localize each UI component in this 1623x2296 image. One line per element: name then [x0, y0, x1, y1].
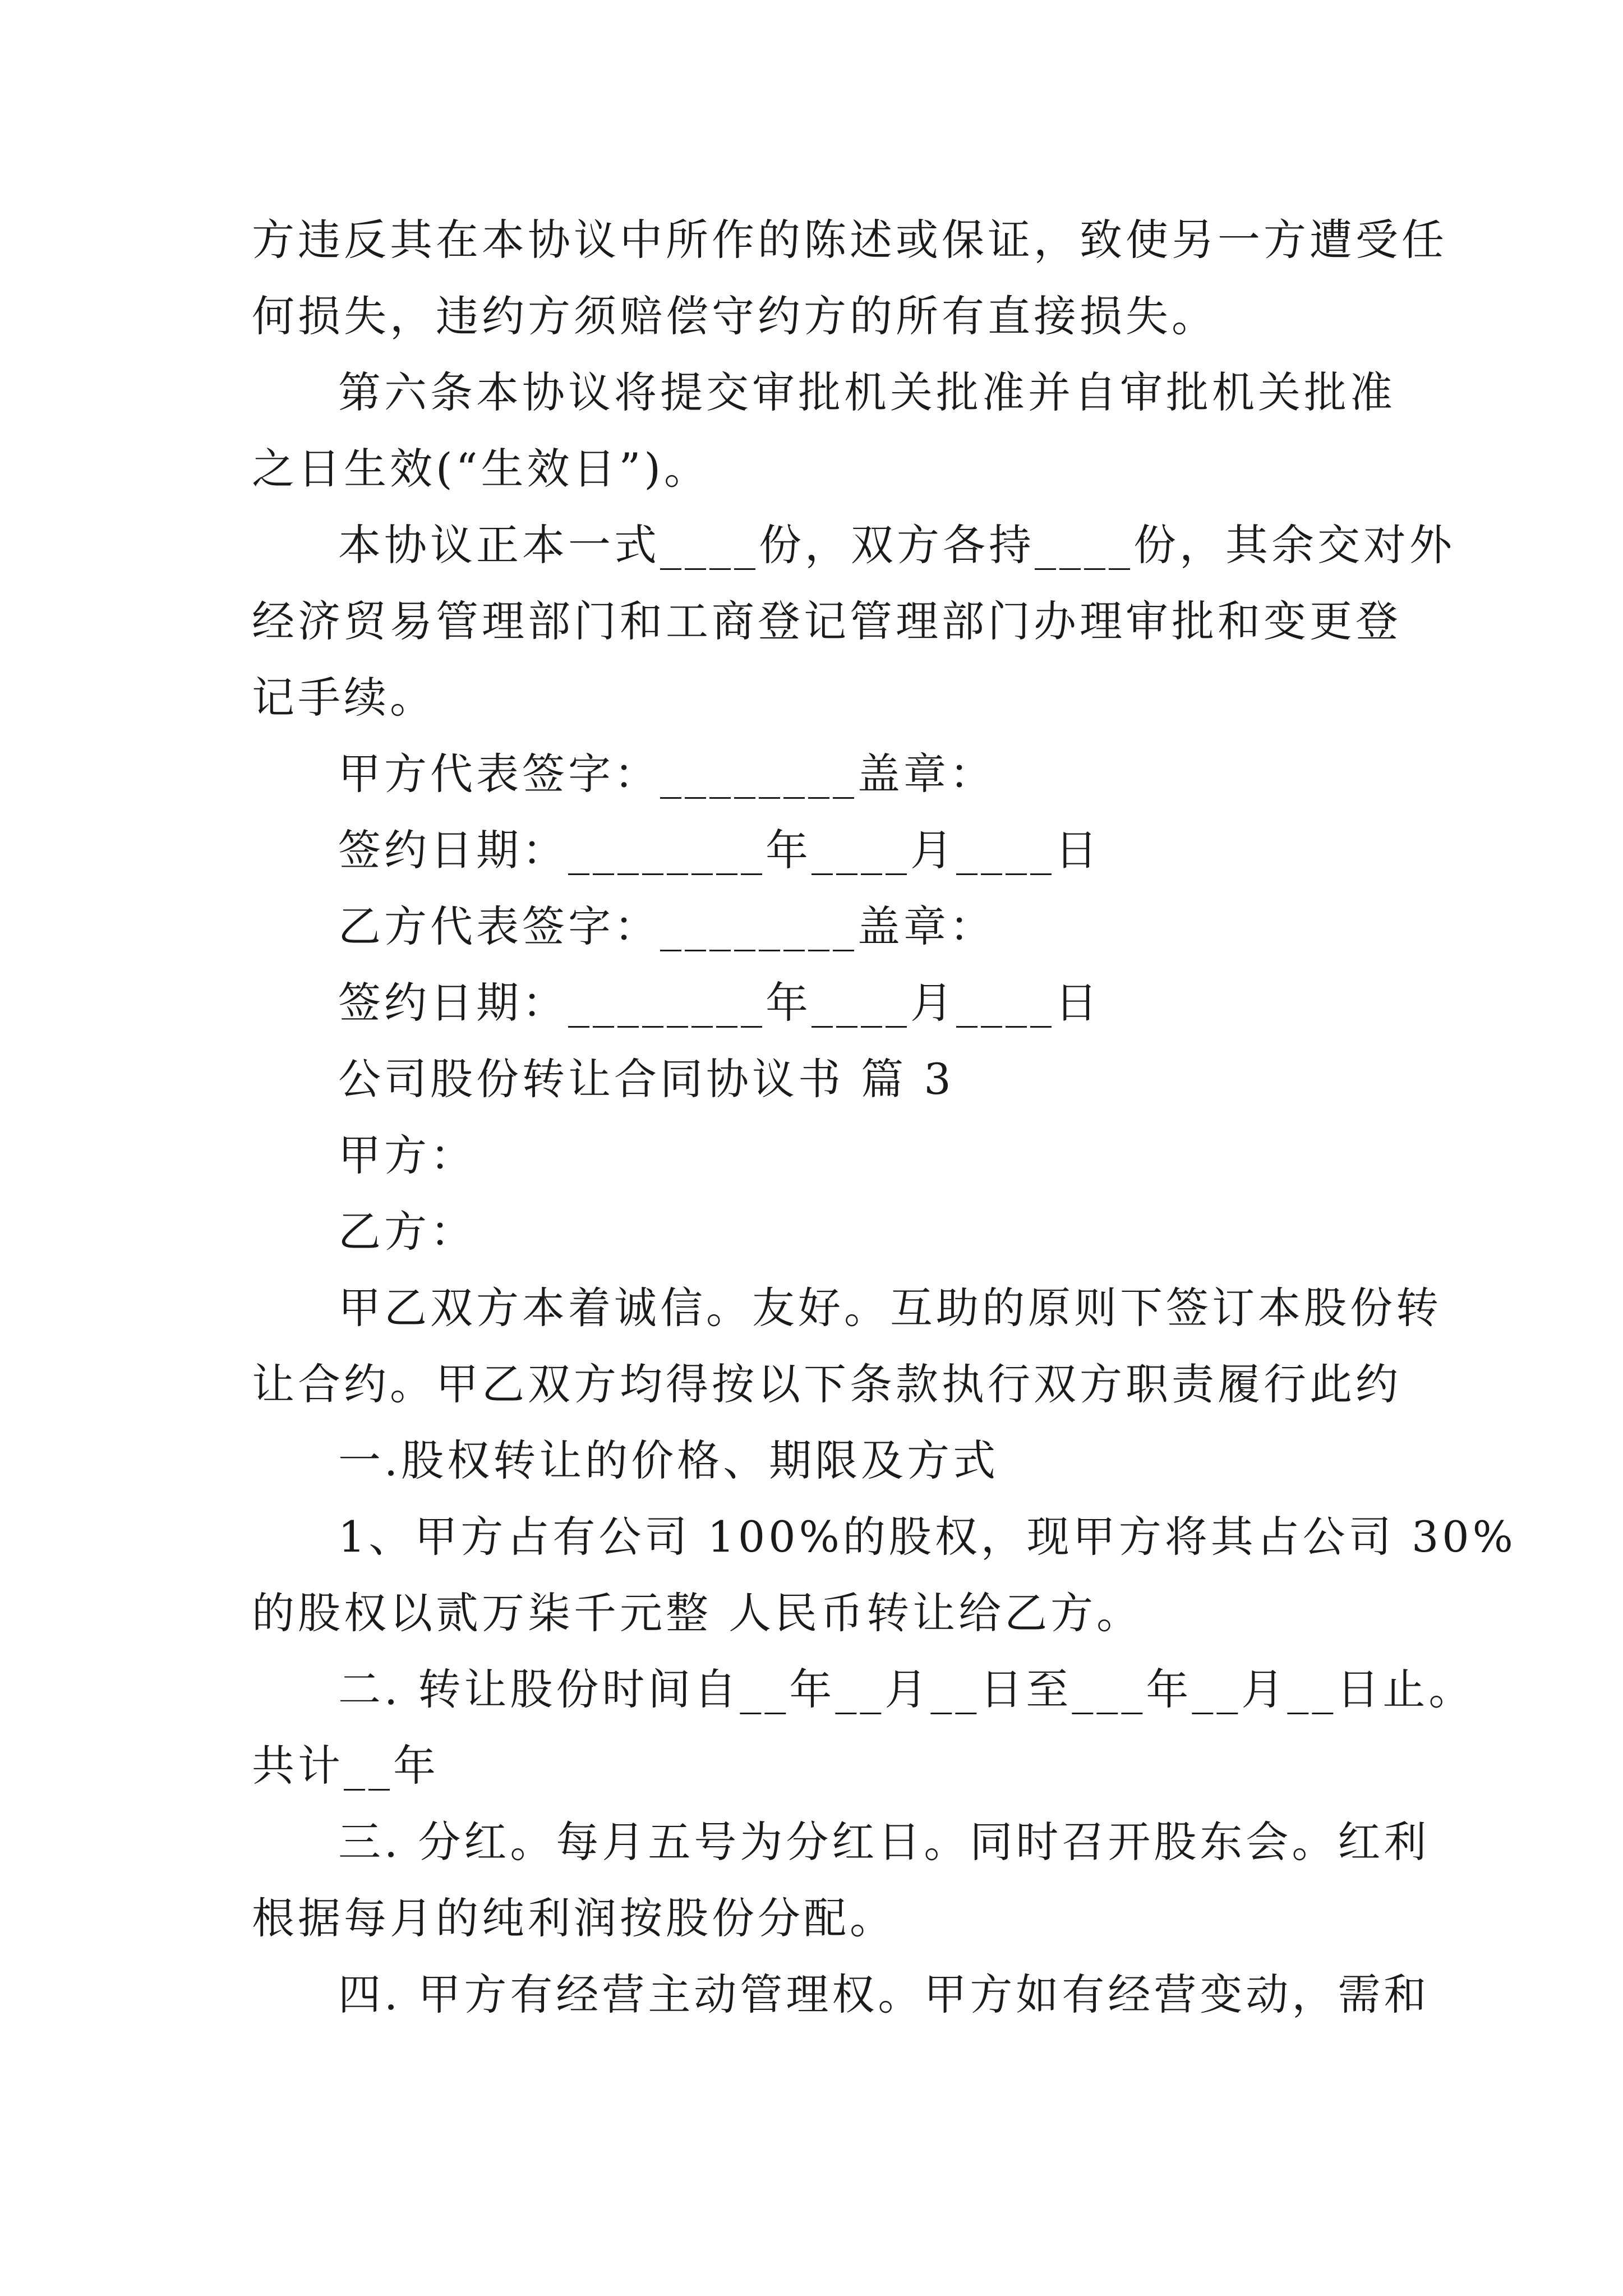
- paragraph-line: 签约日期：________年____月____日: [338, 978, 1101, 1028]
- document-body: [252, 202, 1516, 2033]
- paragraph-line: 二. 转让股份时间自__年__月__日至___年__月__日止。: [338, 1664, 1475, 1714]
- paragraph-line: 的股权以贰万柒千元整 人民币转让给乙方。: [252, 1588, 1143, 1638]
- paragraph-line: 甲方：: [338, 1130, 476, 1180]
- paragraph-line: 让合约。甲乙双方均得按以下条款执行双方职责履行此约: [252, 1359, 1401, 1409]
- paragraph-line: 甲乙双方本着诚信。友好。互助的原则下签订本股份转: [338, 1283, 1442, 1333]
- paragraph-line: 四. 甲方有经营主动管理权。甲方如有经营变动，需和: [338, 1970, 1430, 2019]
- paragraph-line: 甲方代表签字：________盖章：: [338, 749, 995, 799]
- paragraph-line: 何损失，违约方须赔偿守约方的所有直接损失。: [252, 291, 1218, 341]
- paragraph-line: 本协议正本一式____份，双方各持____份，其余交对外: [338, 520, 1455, 570]
- paragraph-line: 乙方代表签字：________盖章：: [338, 901, 995, 951]
- paragraph-line: 之日生效(“生效日”)。: [252, 444, 711, 494]
- paragraph-line: 共计__年: [252, 1741, 439, 1791]
- paragraph-line: 记手续。: [252, 673, 436, 723]
- paragraph-line: 方违反其在本协议中所作的陈述或保证，致使另一方遭受任: [252, 215, 1447, 265]
- paragraph-line: 1、甲方占有公司 100%的股权，现甲方将其占公司 30%: [338, 1512, 1516, 1562]
- paragraph-line: 一.股权转让的价格、期限及方式: [338, 1435, 999, 1485]
- paragraph-line: 经济贸易管理部门和工商登记管理部门办理审批和变更登: [252, 596, 1401, 646]
- paragraph-line: 公司股份转让合同协议书 篇 3: [338, 1054, 955, 1104]
- paragraph-line: 乙方：: [338, 1207, 476, 1257]
- paragraph-line: 签约日期：________年____月____日: [338, 825, 1101, 875]
- paragraph-line: 三. 分红。每月五号为分红日。同时召开股东会。红利: [338, 1817, 1430, 1867]
- paragraph-line: 第六条本协议将提交审批机关批准并自审批机关批准: [338, 367, 1396, 417]
- paragraph-line: 根据每月的纯利润按股份分配。: [252, 1893, 896, 1943]
